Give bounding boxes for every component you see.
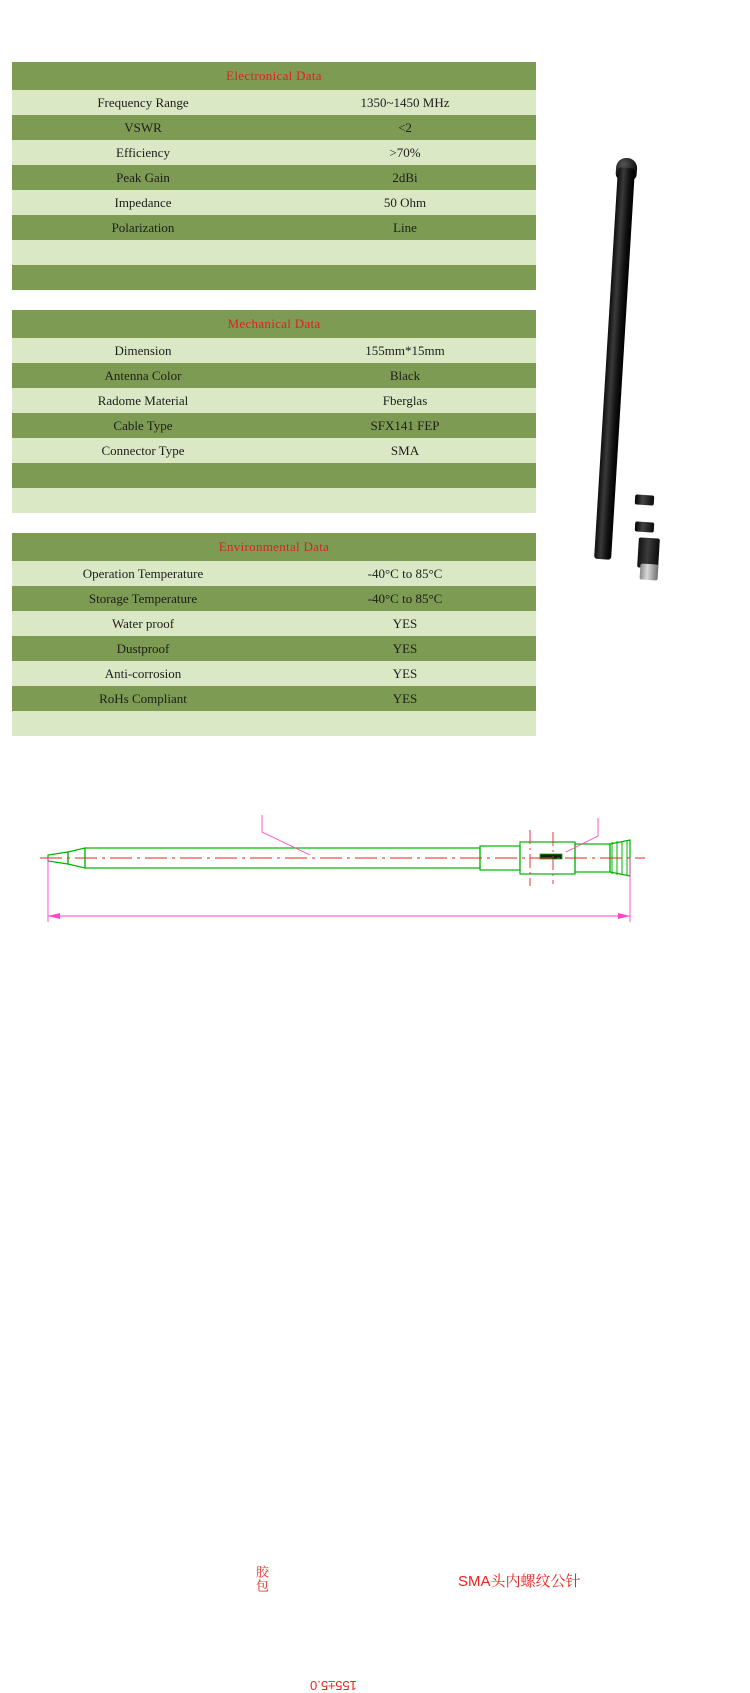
table-row — [12, 190, 536, 215]
spec-tables-column — [12, 62, 536, 756]
row-value: YES — [274, 686, 536, 711]
radome-annotation-label: 胶包 — [254, 1565, 269, 1593]
row-label: Dimension — [12, 338, 274, 363]
connector-leader — [566, 818, 598, 852]
radome-leader — [262, 815, 310, 855]
row-label: Cable Type — [12, 413, 274, 438]
row-label: VSWR — [12, 115, 274, 140]
row-value: <2 — [274, 115, 536, 140]
table-title: Environmental Data — [12, 533, 536, 561]
row-value: Fberglas — [274, 388, 536, 413]
table-electronical-data — [12, 62, 536, 290]
row-label: Storage Temperature — [12, 586, 274, 611]
table-row — [12, 611, 536, 636]
table-row — [12, 90, 536, 115]
row-label: Anti-corrosion — [12, 661, 274, 686]
drawing-leader-group — [262, 815, 598, 855]
table-filler — [12, 711, 536, 736]
row-value: -40°C to 85°C — [274, 561, 536, 586]
row-label: Peak Gain — [12, 165, 274, 190]
table-row — [12, 586, 536, 611]
drawing-svg — [0, 770, 750, 970]
row-value: 1350~1450 MHz — [274, 90, 536, 115]
technical-drawing — [0, 770, 750, 1693]
antenna-band-lower — [635, 521, 655, 532]
table-row — [12, 388, 536, 413]
row-value: 50 Ohm — [274, 190, 536, 215]
row-label: Impedance — [12, 190, 274, 215]
row-label: Connector Type — [12, 438, 274, 463]
row-value: SFX141 FEP — [274, 413, 536, 438]
dim-arrow-right — [618, 913, 630, 919]
table-title-row — [12, 62, 536, 90]
row-value: YES — [274, 611, 536, 636]
table-title-row — [12, 533, 536, 561]
dim-arrow-left — [48, 913, 60, 919]
table-row — [12, 215, 536, 240]
connector-annotation-label: SMA头内螺纹公针 — [458, 1573, 581, 1590]
table-row — [12, 438, 536, 463]
radome-outline — [85, 848, 480, 868]
table-row — [12, 363, 536, 388]
antenna-sma-connector — [640, 563, 659, 580]
length-dimension-label: 155±5.0 — [310, 1678, 357, 1693]
table-filler-row — [12, 711, 536, 736]
row-value: 2dBi — [274, 165, 536, 190]
table-filler — [12, 240, 536, 265]
row-label: Operation Temperature — [12, 561, 274, 586]
table-row — [12, 413, 536, 438]
antenna-product-photo — [600, 150, 660, 580]
table-mechanical-data — [12, 310, 536, 513]
table-row — [12, 561, 536, 586]
row-label: Radome Material — [12, 388, 274, 413]
table-title-row — [12, 310, 536, 338]
table-row — [12, 661, 536, 686]
row-value: -40°C to 85°C — [274, 586, 536, 611]
table-title: Mechanical Data — [12, 310, 536, 338]
row-value: 155mm*15mm — [274, 338, 536, 363]
table-filler-row — [12, 240, 536, 265]
antenna-radome — [594, 167, 635, 559]
table-row — [12, 140, 536, 165]
row-value: >70% — [274, 140, 536, 165]
table-environmental-data — [12, 533, 536, 736]
row-value: YES — [274, 636, 536, 661]
table-filler-row — [12, 463, 536, 488]
row-label: RoHs Compliant — [12, 686, 274, 711]
row-label: Frequency Range — [12, 90, 274, 115]
table-title: Electronical Data — [12, 62, 536, 90]
table-filler — [12, 488, 536, 513]
table-filler — [12, 463, 536, 488]
row-value: Black — [274, 363, 536, 388]
row-label: Water proof — [12, 611, 274, 636]
row-label: Antenna Color — [12, 363, 274, 388]
table-filler-row — [12, 488, 536, 513]
antenna-band-upper — [635, 494, 655, 505]
table-row — [12, 115, 536, 140]
table-row — [12, 636, 536, 661]
row-value: Line — [274, 215, 536, 240]
table-filler — [12, 265, 536, 290]
table-row — [12, 686, 536, 711]
row-label: Efficiency — [12, 140, 274, 165]
table-row — [12, 165, 536, 190]
row-value: SMA — [274, 438, 536, 463]
row-label: Polarization — [12, 215, 274, 240]
table-filler-row — [12, 265, 536, 290]
row-value: YES — [274, 661, 536, 686]
row-label: Dustproof — [12, 636, 274, 661]
table-row — [12, 338, 536, 363]
